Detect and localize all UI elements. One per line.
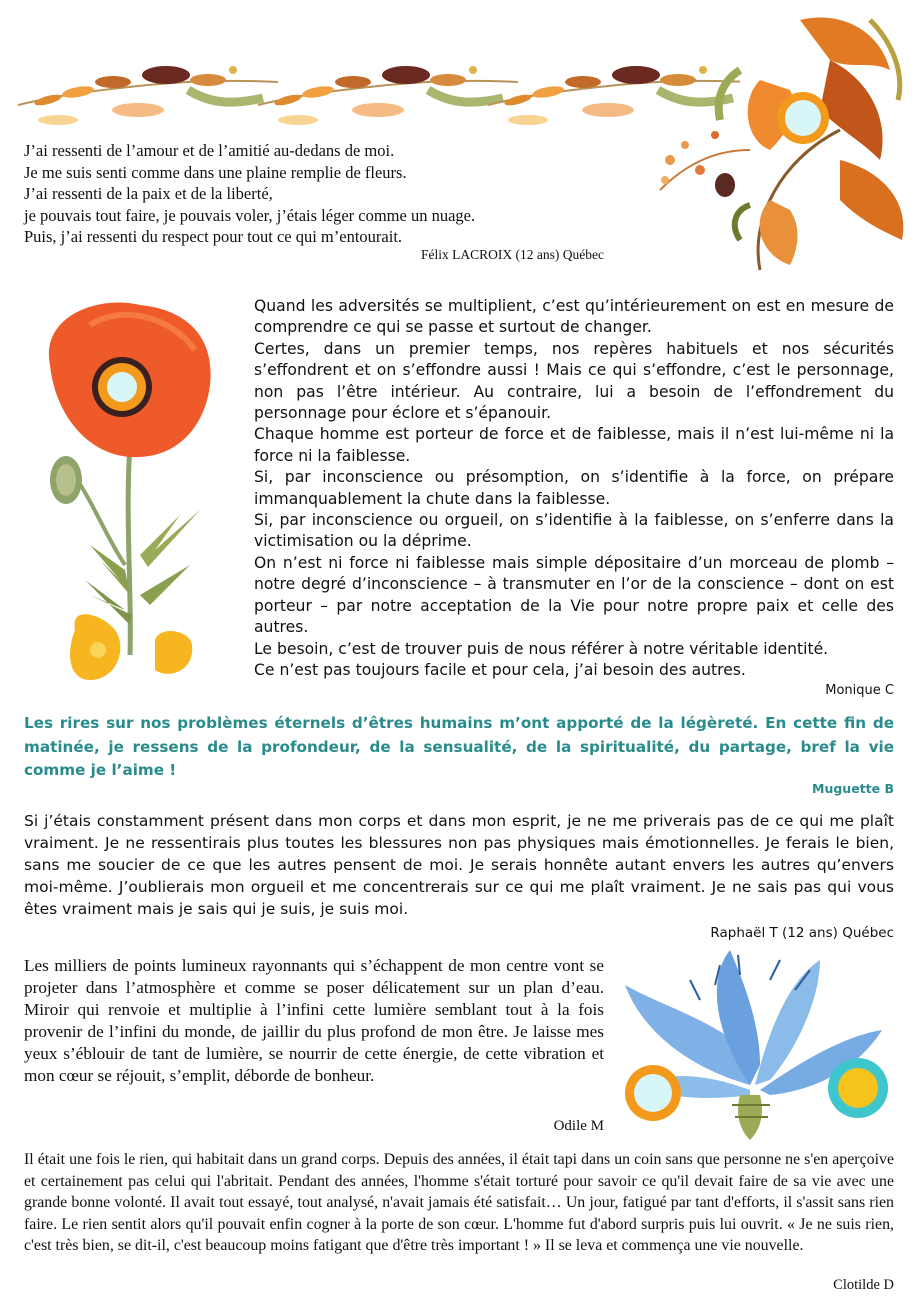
author-signature: Félix LACROIX (12 ans) Québec (421, 247, 604, 262)
paragraph: Le besoin, c’est de trouver puis de nous référer à notre véritable identité. (254, 639, 829, 658)
text-odile: Les milliers de points lumineux rayonnants qui s’échappent de mon centre vont se projeter dans l’atmosphère et comme se poser délicatement sur un plan d’eau. Miroir qui renvoie et multiplie à l’infini cette lumière semblant tout à la fois provenir de l’infini du monde, de jaillir du plus profond de mon être. Je laisse mes yeux s’éblouir de tant de lumière, se nourrir de cette énergie, de cette vibration et mon cœur se réjouit, s’emplit, déborde de bonheur. (24, 956, 604, 1085)
paragraph: Si, par inconscience ou présomption, on s’identifie à la force, on prépare immanquablement la chute dans la faiblesse. (254, 468, 894, 508)
author-signature: Clotilde D (833, 1277, 894, 1293)
poem-felix (24, 140, 624, 248)
paragraph: Certes, dans un premier temps, nos repères habituels et nos sécurités s’effondrent et on s’effondre aussi ! Mais ce qui s’effondre, c’est le personnage, non pas l’être intérieur. Au contraire, lui a besoin de l’effondrement du personnage pour éclore et s’épanouir. (254, 339, 894, 423)
poem-line: J’ai ressenti de l’amour et de l’amitié au-dedans de moi. (24, 141, 395, 160)
paragraph: Ce n’est pas toujours facile et pour cela, j’ai besoin des autres. (254, 660, 746, 679)
paragraph: Chaque homme est porteur de force et de faiblesse, mais il n’est lui-même ni la force ni la faiblesse. (254, 425, 894, 465)
poem-line: je pouvais tout faire, je pouvais voler, j’étais léger comme un nuage. (24, 205, 476, 225)
author-signature: Odile M (553, 1118, 604, 1134)
author-signature: Raphaël T (12 ans) Québec (710, 925, 894, 941)
paragraph: On n’est ni force ni faiblesse mais simple dépositaire d’un morceau de plomb – notre degré d’inconscience – à transmuter en l’or de la conscience – dont on est porteur – par notre acceptation de la Vie pour notre propre paix et celle des autres. (254, 553, 894, 637)
author-signature: Muguette B (812, 781, 894, 796)
text-clotilde: Il était une fois le rien, qui habitait dans un grand corps. Depuis des années, il était tapi dans un coin sans que personne ne s'en aperçoive et certainement pas celui qui l'abritait. Pendant des années, l'homme s'était torturé pour savoir ce qu'il devait faire de sa vie avec une grande bonne volonté. Il avait tout essayé, tout analysé, n'avait jamais été satisfait… Un jour, fatigué par tant d'efforts, il s'assit sans rien faire. Le rien sentit alors qu'il pouvait enfin cogner à la porte de son cœur. L'homme fut d'abord surpris puis lui ouvrit. « Je ne suis rien, c'est très bien, se dit-il, c'est beaucoup moins fatigant que d'être très important ! » Il se leva et commença une vie nouvelle. (24, 1151, 894, 1255)
orchid-illustration (640, 0, 920, 272)
poppy-illustration (30, 295, 235, 690)
flower-border-strip (18, 40, 740, 140)
text-monique (254, 296, 894, 681)
text-raphael: Si j’étais constamment présent dans mon corps et dans mon esprit, je ne me priverais pas de ce qui me plaît vraiment. Je ne ressentirais plus toutes les blessures non pas physiques mais émotionnelles. Je ferais le bien, sans me soucier de ce que les autres pensent de moi. Je serais honnête autant envers les autres qu’envers moi-même. J’oublierais mon orgueil et me concentrerais sur ce qui me plaît vraiment. Je ne sais pas qui vous êtes vraiment mais je sais qui je suis, je suis moi. (24, 812, 894, 918)
author-signature: Monique C (825, 683, 894, 698)
paragraph: Si, par inconscience ou orgueil, on s’identifie à la faiblesse, on s’enferre dans la victimisation ou la déprime. (254, 511, 894, 551)
poem-line: Puis, j’ai ressenti du respect pour tout ce qui m’entourait. (24, 227, 403, 246)
poem-line: Je me suis senti comme dans une plaine remplie de fleurs. (24, 162, 407, 182)
paragraph: Quand les adversités se multiplient, c’est qu’intérieurement on est en mesure de comprendre ce qui se passe et surtout de changer. (254, 297, 894, 337)
text-muguette: Les rires sur nos problèmes éternels d’êtres humains m’ont apporté de la légèreté. En cette fin de matinée, je ressens de la profondeur, de la sensualité, de la spiritualité, du partage, bref la vie comme je l’aime ! (24, 714, 894, 779)
poem-line: J’ai ressenti de la paix et de la liberté, (24, 184, 273, 203)
cornflower-illustration (620, 945, 892, 1145)
